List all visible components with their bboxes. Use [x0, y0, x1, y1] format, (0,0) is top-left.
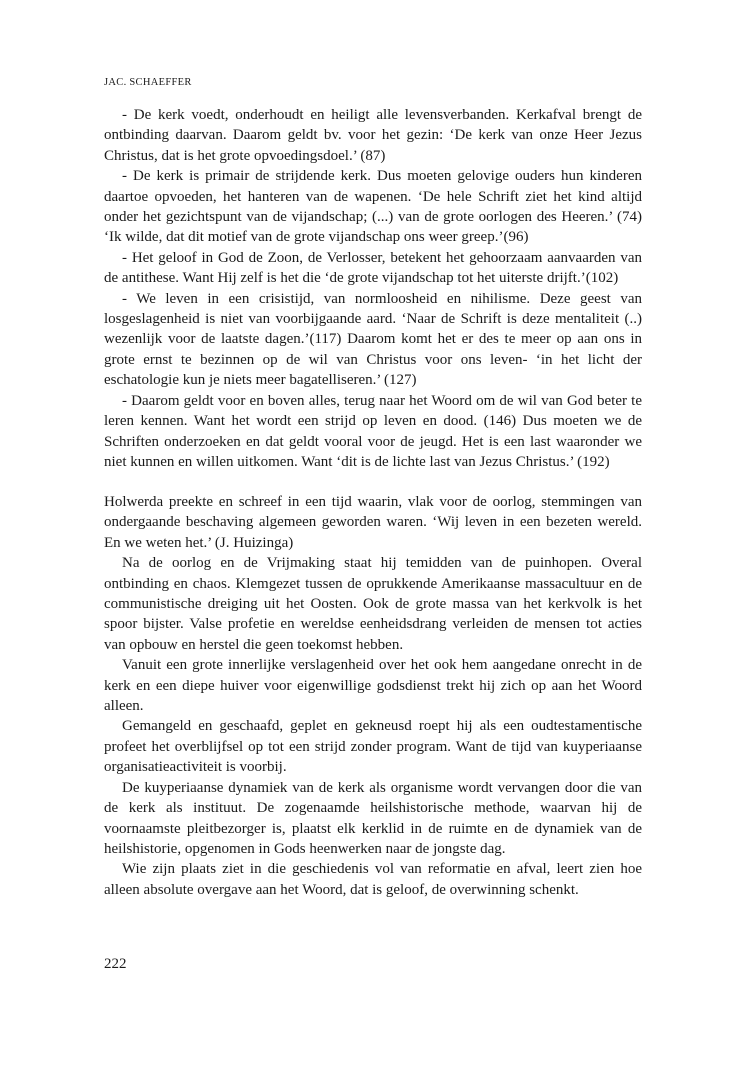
quote-paragraph: - De kerk is primair de strijdende kerk. Dus moeten gelovige ouders hun kinderen daartoe opvoeden, het hanteren van de wapenen. ‘De hele Schrift ziet het kind altijd onder het gezichtspunt van de vijandschap; (...) van de grote oorlogen des Heeren.’ (74) ‘Ik wilde, dat dit motief van de grote vijandschap ons weer greep.’(96) [104, 168, 642, 246]
body-paragraph: Vanuit een grote innerlijke verslagenheid over het ook hem aangedane onrecht in de kerk en een diepe huiver voor eigenwillige godsdienst trekt hij zich op aan het Woord alleen. [104, 657, 642, 715]
essay-block [104, 492, 642, 900]
quote-paragraph: - Daarom geldt voor en boven alles, terug naar het Woord om de wil van God beter te leren kennen. Want het wordt een strijd op leven en dood. (146) Dus moeten we de Schriften onderzoeken en dat geldt vooral voor de jeugd. Het is een last waaronder we niet kunnen en willen uitkomen. Want ‘dit is de lichte last van Jezus Christus.’ (192) [104, 392, 642, 470]
quote-paragraph: - We leven in een crisistijd, van normloosheid en nihilisme. Deze geest van losgeslagenheid is niet van voorbijgaande aard. ‘Naar de Schrift is deze mentaliteit (..) wezenlijk voor de laatste dagen.’(117) Daarom komt het er des te meer op aan ons in grote ernst te bezinnen op de wil van Christus voor ons leven- ‘in het licht der eschatologie kun je niets meer bagatelliseren.’ (127) [104, 290, 642, 389]
quote-paragraph: - De kerk voedt, onderhoudt en heiligt alle levensverbanden. Kerkafval brengt de ontbinding daarvan. Daarom geldt bv. voor het gezin: ‘De kerk van onze Heer Jezus Christus, dat is het grote opvoedingsdoel.’ (87) [104, 107, 642, 164]
running-head: JAC. SCHAEFFER [104, 77, 192, 88]
body-paragraph: Wie zijn plaats ziet in die geschiedenis vol van reformatie en afval, leert zien hoe alleen absolute overgave aan het Woord, dat is geloof, de overwinning schenkt. [104, 861, 642, 898]
body-paragraph: Gemangeld en geschaafd, geplet en gekneusd roept hij als een oudtestamentische profeet het overblijfsel op tot een strijd zonder program. Want de tijd van kuyperiaanse organisatieactiviteit is voorbij. [104, 718, 642, 776]
body-paragraph: De kuyperiaanse dynamiek van de kerk als organisme wordt vervangen door die van de kerk als instituut. De zogenaamde heilshistorische methode, waarvan hij de voornaamste pleitbezorger is, plaatst elk kerklid in de ruimte en de dynamiek van de heilshistorie, opgenomen in Gods heenwerken naar de jongste dag. [104, 779, 642, 857]
page-number: 222 [104, 956, 127, 972]
quote-paragraph: - Het geloof in God de Zoon, de Verlosser, betekent het gehoorzaam aanvaarden van de antithese. Want Hij zelf is het die ‘de grote vijandschap tot het uiterste drijft.’(102) [104, 249, 642, 287]
body-paragraph: Holwerda preekte en schreef in een tijd waarin, vlak voor de oorlog, stemmingen van ondergaande beschaving algemeen geworden waren. ‘Wij leven in een bezeten wereld. En we weten het.’ (J. Huizinga) [104, 494, 642, 551]
body-paragraph: Na de oorlog en de Vrijmaking staat hij temidden van de puinhopen. Overal ontbinding en chaos. Klemgezet tussen de oprukkende Amerikaanse massacultuur en de communistische dreiging uit het Oosten. Ook de grote massa van het kerkvolk is het spoor bijster. Valse profetie en wereldse eenheidsdrang verleiden de mensen tot acties van opbouw en herstel die geen toekomst hebben. [104, 555, 642, 653]
quotes-block [104, 105, 642, 472]
